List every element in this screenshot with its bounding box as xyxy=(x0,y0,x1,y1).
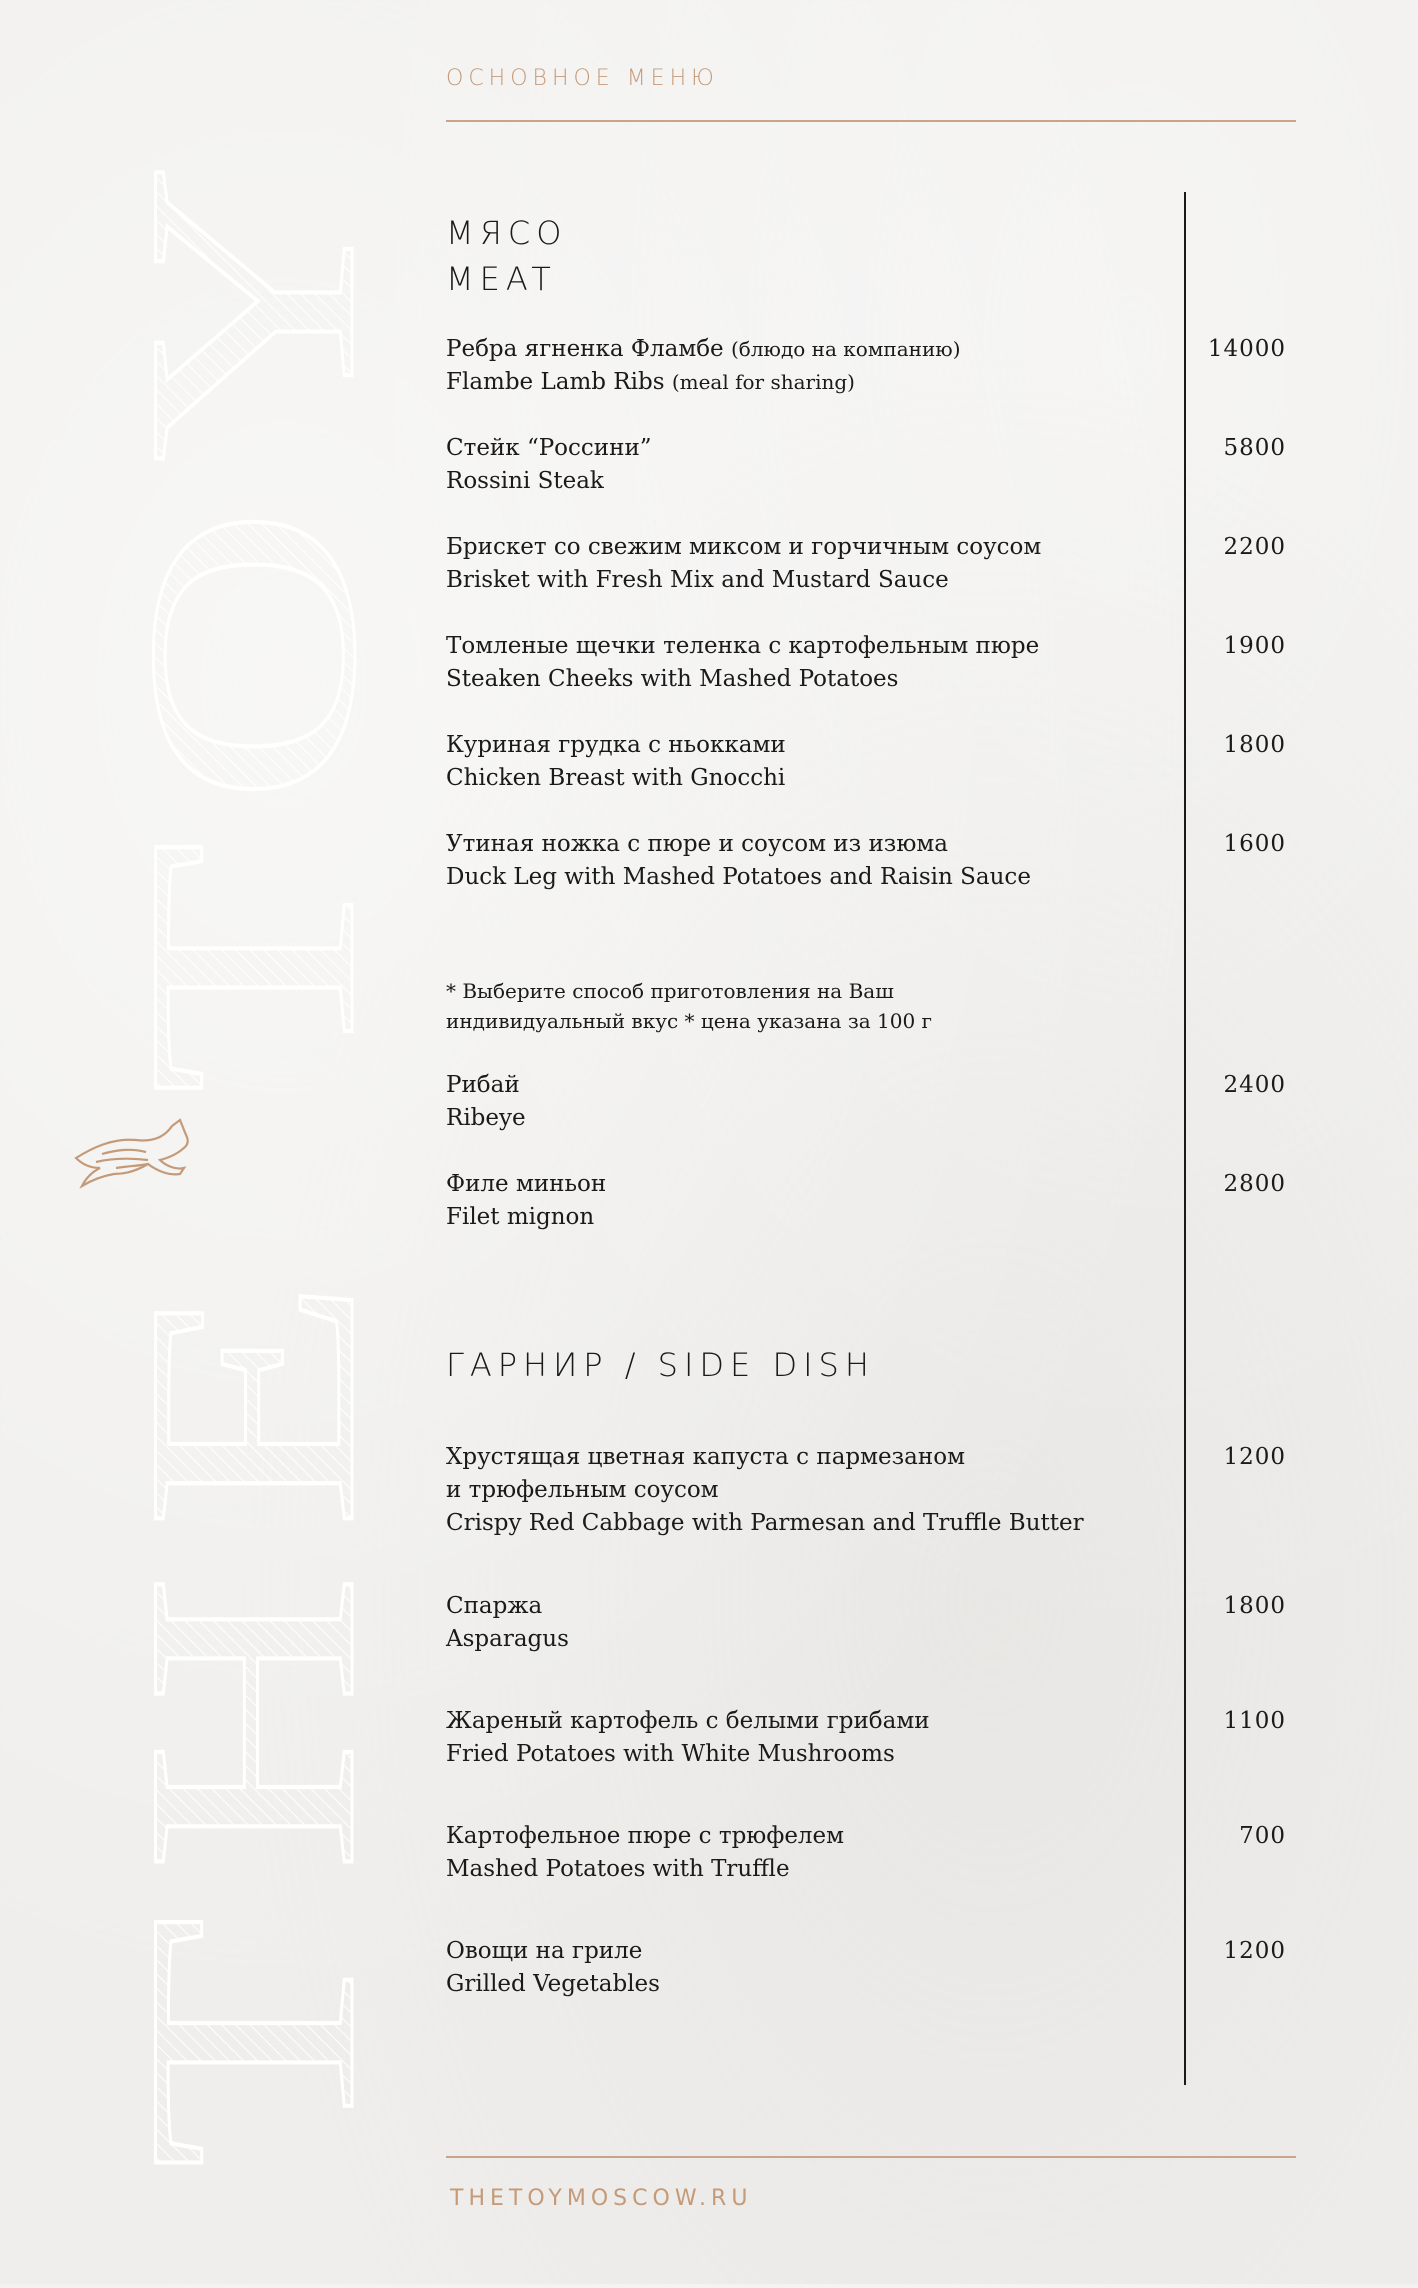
menu-item xyxy=(446,1820,1286,1886)
menu-section-label: ОСНОВНОЕ МЕНЮ xyxy=(446,66,719,91)
item-price: 1800 xyxy=(1223,1593,1286,1619)
item-price: 1100 xyxy=(1223,1708,1286,1734)
item-name-en: Flambe Lamb Ribs xyxy=(446,369,665,395)
item-name-ru: Филе миньон xyxy=(446,1171,607,1197)
menu-item xyxy=(446,432,1286,498)
item-price: 14000 xyxy=(1207,336,1286,362)
item-name-en: Steaken Cheeks with Mashed Potatoes xyxy=(446,666,899,692)
item-name-en: Filet mignon xyxy=(446,1204,595,1230)
website-link[interactable]: THETOYMOSCOW.RU xyxy=(450,2186,753,2211)
item-name-ru: Куриная грудка с ньокками xyxy=(446,732,786,758)
item-price: 2800 xyxy=(1223,1171,1286,1197)
cooking-note-line: индивидуальный вкус * цена указана за 100 г xyxy=(446,1009,933,1033)
item-name-ru-cont: и трюфельным соусом xyxy=(446,1477,719,1503)
item-name-en: Fried Potatoes with White Mushrooms xyxy=(446,1741,895,1767)
brand-wordmark xyxy=(0,0,417,2284)
item-name-ru: Томленые щечки теленка с картофельным пюре xyxy=(446,633,1040,659)
bottom-divider xyxy=(446,2156,1296,2158)
menu-item xyxy=(446,531,1286,597)
item-price: 1200 xyxy=(1223,1444,1286,1470)
cooking-note-line: * Выберите способ приготовления на Ваш xyxy=(446,979,894,1003)
menu-item xyxy=(446,1069,1286,1135)
section-title-sides: ГАРНИР / SIDE DISH xyxy=(446,1346,875,1384)
item-name-ru: Овощи на гриле xyxy=(446,1938,643,1964)
menu-item xyxy=(446,828,1286,894)
item-name-en: Asparagus xyxy=(446,1626,569,1652)
item-name-ru: Брискет со свежим миксом и горчичным соусом xyxy=(446,534,1042,560)
top-divider xyxy=(446,120,1296,122)
menu-item xyxy=(446,1590,1286,1656)
section-title-en: MEAT xyxy=(446,260,557,298)
item-name-ru: Утиная ножка с пюре и соусом из изюма xyxy=(446,831,948,857)
item-price: 1600 xyxy=(1223,831,1286,857)
item-name-en: Grilled Vegetables xyxy=(446,1971,660,1997)
menu-item xyxy=(446,1705,1286,1771)
item-price: 1200 xyxy=(1223,1938,1286,1964)
item-name-ru: Стейк “Россини” xyxy=(446,435,652,461)
item-name-ru: Рибай xyxy=(446,1072,520,1098)
item-name-en: Ribeye xyxy=(446,1105,526,1131)
menu-item xyxy=(446,729,1286,795)
section-title-meat xyxy=(446,210,567,302)
cooking-note xyxy=(446,976,1006,1036)
item-name-ru: Жареный картофель с белыми грибами xyxy=(446,1708,930,1734)
item-name-en: Duck Leg with Mashed Potatoes and Raisin Sauce xyxy=(446,864,1031,890)
menu-item xyxy=(446,1168,1286,1234)
brand-vertical-text: THE TOY xyxy=(85,696,417,2170)
item-name-ru: Картофельное пюре с трюфелем xyxy=(446,1823,845,1849)
menu-item xyxy=(446,630,1286,696)
item-price: 700 xyxy=(1239,1823,1286,1849)
item-price: 2200 xyxy=(1223,534,1286,560)
item-price: 2400 xyxy=(1223,1072,1286,1098)
item-name-en: Chicken Breast with Gnocchi xyxy=(446,765,786,791)
item-price: 1900 xyxy=(1223,633,1286,659)
menu-item xyxy=(446,333,1286,399)
item-name-ru: Спаржа xyxy=(446,1593,543,1619)
item-name-ru: Хрустящая цветная капуста с пармезаном xyxy=(446,1444,965,1470)
item-price: 5800 xyxy=(1223,435,1286,461)
item-name-en: Rossini Steak xyxy=(446,468,604,494)
item-name-en: Brisket with Fresh Mix and Mustard Sauce xyxy=(446,567,949,593)
item-note-ru: (блюдо на компанию) xyxy=(731,337,961,361)
item-name-en: Crispy Red Cabbage with Parmesan and Truffle Butter xyxy=(446,1510,1084,1536)
item-note-en: (meal for sharing) xyxy=(671,370,855,394)
item-price: 1800 xyxy=(1223,732,1286,758)
item-name-en: Mashed Potatoes with Truffle xyxy=(446,1856,790,1882)
menu-item xyxy=(446,1935,1286,2001)
menu-item xyxy=(446,1441,1286,1540)
section-title-ru: МЯСО xyxy=(446,214,568,252)
item-name-ru: Ребра ягненка Фламбе xyxy=(446,336,724,362)
